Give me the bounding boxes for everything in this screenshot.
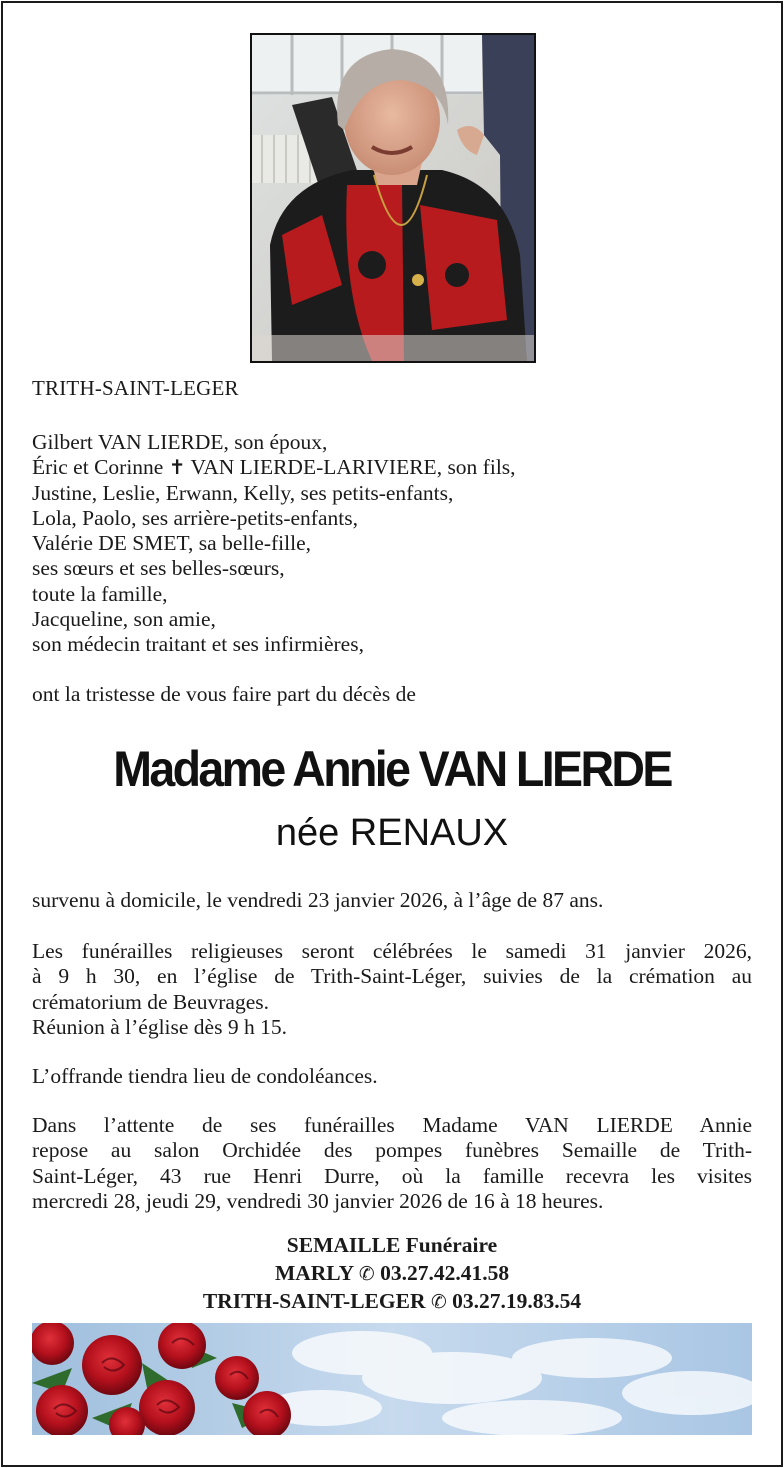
funeral-line: Les funérailles religieuses seront célébrées le samedi 31 janvier 2026, — [32, 939, 752, 963]
maiden-name: née RENAUX — [275, 812, 509, 854]
cross-icon: ✝ — [168, 455, 186, 480]
offering-text: L’offrande tiendra lieu de condoléances. — [32, 1064, 378, 1088]
funeral-home-contact — [0, 1232, 784, 1317]
family-line: son médecin traitant et ses infirmières, — [32, 632, 364, 657]
phone-icon: ✆ — [358, 1262, 375, 1285]
family-line: Justine, Leslie, Erwann, Kelly, ses petits-enfants, — [32, 480, 454, 505]
visits-line: Saint-Léger, 43 rue Henri Durre, où la famille recevra les visites — [32, 1163, 752, 1188]
city-heading: TRITH-SAINT-LEGER — [32, 376, 239, 400]
funeral-paragraph — [32, 939, 752, 1040]
intro-text: ont la tristesse de vous faire part du décès de — [32, 682, 416, 706]
family-line: Lola, Paolo, ses arrière-petits-enfants, — [32, 505, 358, 530]
family-line: Jacqueline, son amie, — [32, 607, 216, 632]
funeral-line: crématorium de Beuvrages. — [32, 989, 270, 1014]
visits-paragraph — [32, 1113, 752, 1214]
family-line: Éric et Corinne ✝ VAN LIERDE-LARIVIERE, son fils, — [32, 455, 516, 480]
funeral-line: Réunion à l’église dès 9 h 15. — [32, 1014, 287, 1039]
visits-line: repose au salon Orchidée des pompes funèbres Semaille de Trith- — [32, 1138, 752, 1163]
company-name: SEMAILLE Funéraire — [286, 1233, 498, 1257]
phone-number[interactable]: 03.27.19.83.54 — [452, 1289, 582, 1313]
visits-line: Dans l’attente de ses funérailles Madame VAN LIERDE Annie — [32, 1113, 752, 1137]
portrait-photo — [250, 33, 536, 363]
phone-icon: ✆ — [430, 1291, 447, 1313]
funeral-line: à 9 h 30, en l’église de Trith-Saint-Léger, suivies de la crémation au — [32, 964, 752, 989]
office-line-marly: MARLY ✆ 03.27.42.41.58 — [274, 1260, 510, 1285]
deceased-name: Madame Annie VAN LIERDE — [113, 741, 671, 797]
roses-sky-banner — [32, 1323, 752, 1435]
visits-line: mercredi 28, jeudi 29, vendredi 30 janvier 2026 de 16 à 18 heures. — [32, 1188, 604, 1213]
family-line: Valérie DE SMET, sa belle-fille, — [32, 531, 312, 556]
family-line: Gilbert VAN LIERDE, son époux, — [32, 430, 328, 454]
office-line-trith: TRITH-SAINT-LEGER ✆ 03.27.19.83.54 — [202, 1289, 582, 1313]
family-line: ses sœurs et ses belles-sœurs, — [32, 556, 285, 581]
family-line: toute la famille, — [32, 581, 168, 606]
death-notice: survenu à domicile, le vendredi 23 janvier 2026, à l’âge de 87 ans. — [32, 888, 604, 912]
phone-number[interactable]: 03.27.42.41.58 — [380, 1260, 510, 1285]
family-list — [32, 430, 516, 658]
